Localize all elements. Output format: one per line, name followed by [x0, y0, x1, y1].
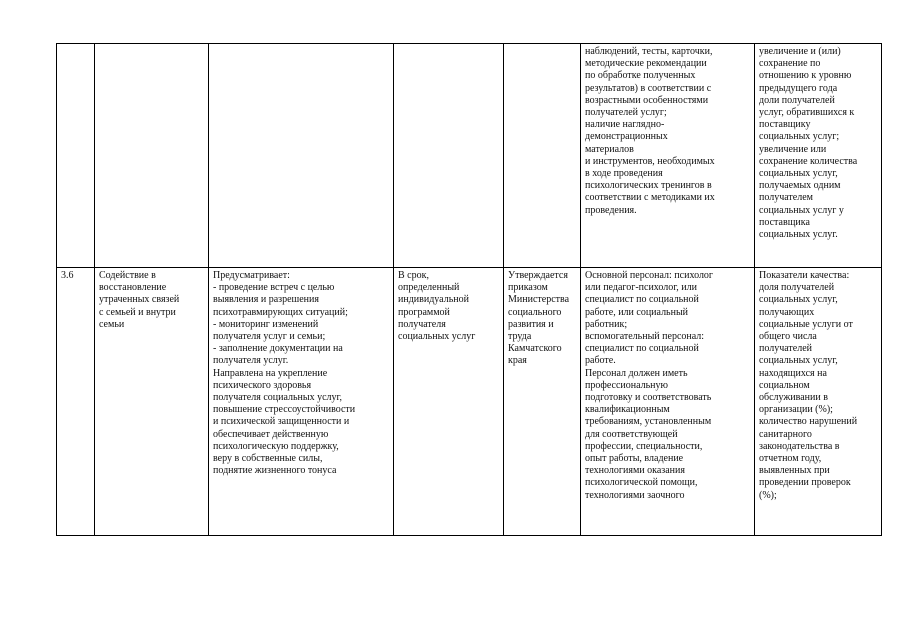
cell-quality-indicators — [755, 268, 882, 536]
cell-service-content — [209, 268, 394, 536]
cell-text-line: социальных услуг, — [759, 355, 838, 367]
cell-text-line: предыдущего года — [759, 82, 838, 94]
cell-text-line: социальном — [759, 379, 810, 391]
cell-text-line: социальных услуг, — [759, 168, 838, 180]
cell-text-line: профессиональную — [585, 379, 668, 391]
cell-text-line: края — [508, 355, 527, 367]
cell-service-content — [209, 44, 394, 268]
cell-text-line: работник; — [585, 318, 628, 330]
cell-text-line: демонстрационных — [585, 131, 668, 143]
cell-text-line: психологических тренингов в — [585, 180, 712, 192]
cell-text-line: вспомогательный персонал: — [585, 331, 705, 343]
cell-text-line: Утверждается — [508, 270, 568, 281]
cell-text-line: работе, или социальный — [585, 306, 689, 318]
cell-service-term — [394, 44, 504, 268]
cell-text-line: возрастными особенностями — [585, 94, 709, 106]
cell-text-line: социальных услуг; — [759, 131, 840, 143]
cell-text-line: для соответствующей — [585, 428, 678, 440]
cell-text-line: подготовку и соответствовать — [585, 392, 712, 404]
cell-text-line: требованиям, установленным — [585, 416, 712, 428]
cell-text-line: материалов — [585, 143, 634, 155]
cell-text-line: увеличение или — [759, 143, 827, 155]
cell-service-term — [394, 268, 504, 536]
cell-text-line: с семьей и внутри — [99, 306, 176, 318]
cell-text-line: получателя социальных услуг, — [213, 392, 343, 404]
cell-text-line: получателей услуг; — [585, 107, 667, 119]
cell-text-line: Министерства — [508, 294, 570, 306]
cell-text-line: получателей — [759, 343, 813, 355]
cell-text-line: В срок, — [398, 270, 429, 281]
cell-text-line: выявления и разрешения — [213, 294, 319, 306]
cell-text-line: общего числа — [759, 331, 817, 343]
cell-text-line: Предусматривает: — [213, 270, 290, 281]
services-table — [56, 43, 882, 536]
cell-text-line: квалификационным — [585, 404, 670, 416]
cell-service-basis — [504, 44, 581, 268]
cell-text-line: получателем — [759, 192, 813, 204]
cell-text-line: Направлена на укрепление — [213, 367, 328, 379]
cell-text-line: доли получателей — [759, 94, 835, 106]
cell-text-line: - проведение встреч с целью — [213, 282, 335, 294]
cell-text-line: психического здоровья — [213, 379, 312, 391]
cell-text-line: обслуживании в — [759, 392, 828, 404]
cell-text-line: получающих — [759, 306, 815, 318]
cell-text-line: социальные услуги от — [759, 318, 853, 330]
cell-text-line: повышение стрессоустойчивости — [213, 404, 356, 416]
cell-text-line: Персонал должен иметь — [585, 367, 688, 379]
cell-text-line: проведения. — [585, 204, 637, 216]
cell-staff-requirements — [581, 44, 755, 268]
cell-text-line: поднятие жизненного тонуса — [213, 465, 337, 477]
cell-text-line: определенный — [398, 282, 460, 294]
cell-text-line: специалист по социальной — [585, 343, 699, 355]
cell-text-line: опыт работы, владение — [585, 453, 684, 465]
cell-text-line: и инструментов, необходимых — [585, 155, 715, 167]
cell-text-line: Содействие в — [99, 270, 156, 281]
cell-service-name — [95, 268, 209, 536]
cell-text-line: психологической помощи, — [585, 477, 698, 489]
cell-text-line: социальных услуг, — [759, 294, 838, 306]
cell-text-line: получателя услуг и семьи; — [213, 331, 326, 343]
cell-text-line: - заполнение документации на — [213, 343, 343, 355]
cell-text-line: наличие наглядно- — [585, 119, 665, 131]
cell-text-line: психологическую поддержку, — [213, 440, 339, 452]
cell-text-line: отчетном году, — [759, 453, 822, 465]
cell-text-line: соответствии с методиками их — [585, 192, 715, 204]
cell-text-line: индивидуальной — [398, 294, 469, 306]
cell-text-line: поставщику — [759, 119, 811, 131]
cell-text-line: получателя услуг. — [213, 355, 289, 367]
cell-text-line: утраченных связей — [99, 294, 180, 306]
cell-text-line: законодательства в — [759, 440, 840, 452]
cell-staff-requirements — [581, 268, 755, 536]
table-row — [57, 268, 882, 536]
cell-text-line: Основной персонал: психолог — [585, 270, 714, 281]
cell-text-line: работе. — [585, 355, 616, 367]
cell-text-line: социальных услуг у — [759, 204, 844, 216]
cell-text-line: в ходе проведения — [585, 168, 663, 180]
cell-text-line: развития и — [508, 318, 554, 330]
cell-text-line: сохранение по — [759, 58, 821, 70]
cell-quality-indicators — [755, 44, 882, 268]
cell-service-name — [95, 44, 209, 268]
table-row — [57, 44, 882, 268]
cell-text-line: социальных услуг — [398, 331, 476, 343]
cell-text-line: количество нарушений — [759, 416, 858, 428]
cell-text-line: веру в собственные силы, — [213, 453, 323, 465]
cell-text-line: (%); — [759, 489, 777, 501]
cell-text-line: методические рекомендации — [585, 58, 707, 70]
cell-text-line: получателя — [398, 318, 446, 330]
cell-text-line: труда — [508, 331, 532, 343]
cell-text-line: по обработке полученных — [585, 70, 696, 82]
cell-text-line: Камчатского — [508, 343, 562, 355]
cell-text-line: организации (%); — [759, 404, 833, 416]
cell-text-line: или педагог-психолог, или — [585, 282, 697, 294]
cell-text-line: увеличение и (или) — [759, 46, 841, 57]
cell-text-line: сохранение количества — [759, 155, 858, 167]
cell-text-line: профессии, специальности, — [585, 440, 703, 452]
cell-text-line: технологиями заочного — [585, 489, 685, 501]
cell-text-line: доля получателей — [759, 282, 835, 294]
cell-text-line: отношению к уровню — [759, 70, 852, 82]
cell-text-line: наблюдений, тесты, карточки, — [585, 46, 713, 57]
cell-text-line: программой — [398, 306, 450, 318]
cell-text-line: специалист по социальной — [585, 294, 699, 306]
cell-text-line: находящихся на — [759, 367, 827, 379]
cell-text-line: социальных услуг. — [759, 229, 838, 241]
cell-text-line: - мониторинг изменений — [213, 318, 319, 330]
cell-text-line: и психической защищенности и — [213, 416, 350, 428]
cell-service-basis — [504, 268, 581, 536]
cell-text-line: приказом — [508, 282, 548, 294]
cell-text-line: обеспечивает действенную — [213, 428, 329, 440]
cell-number: 3.6 — [57, 268, 95, 536]
cell-text-line: выявленных при — [759, 465, 830, 477]
cell-text-line: психотравмирующих ситуаций; — [213, 306, 348, 318]
cell-text-line: Показатели качества: — [759, 270, 850, 281]
cell-number — [57, 44, 95, 268]
cell-text-line: восстановление — [99, 282, 167, 294]
cell-text-line: результатов) в соответствии с — [585, 82, 712, 94]
cell-text-line: поставщика — [759, 216, 810, 228]
cell-text-line: получаемых одним — [759, 180, 841, 192]
cell-text-line: технологиями оказания — [585, 465, 685, 477]
cell-text-line: услуг, обратившихся к — [759, 107, 855, 119]
cell-text-line: санитарного — [759, 428, 812, 440]
cell-text-line: семьи — [99, 318, 125, 330]
cell-text-line: проведении проверок — [759, 477, 851, 489]
cell-text-line: социального — [508, 306, 562, 318]
